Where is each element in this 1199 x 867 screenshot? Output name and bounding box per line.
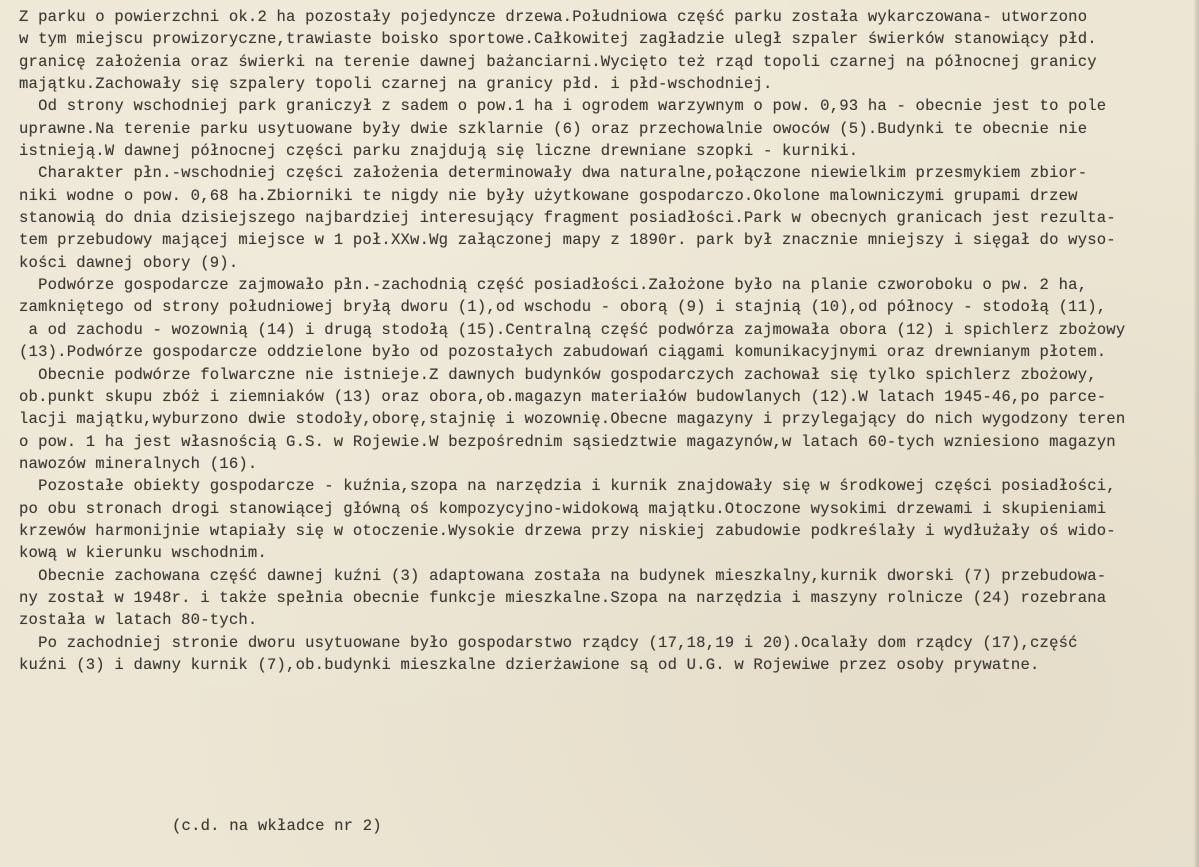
text-line: Pozostałe obiekty gospodarcze - kuźnia,szopa na narzędzia i kurnik znajdowały się w środkowej części posiadłości, (19, 477, 1116, 496)
text-line: Podwórze gospodarcze zajmowało płn.-zachodnią część posiadłości.Założone było na planie czworoboku o pw. 2 ha, (19, 276, 1088, 295)
text-line: lacji majątku,wyburzono dwie stodoły,oborę,stajnię i wozownię.Obecne magazyny i przylegający do nich wygodzony teren (19, 410, 1126, 429)
text-line: granicę założenia oraz świerki na terenie dawnej bażanciarni.Wycięto też rząd topoli czarnej na północnej granicy (19, 52, 1097, 71)
page-edge-shadow (1193, 0, 1199, 867)
text-line: niki wodne o pow. 0,68 ha.Zbiorniki te nigdy nie były użytkowane gospodarczo.Okolone malowniczymi grupami drzew (19, 186, 1078, 205)
text-line: Charakter płn.-wschodniej części założenia determinowały dwa naturalne,połączone niewielkim przesmykiem zbior- (19, 164, 1088, 183)
text-line: Z parku o powierzchni ok.2 ha pozostały pojedyncze drzewa.Południowa część parku została wykarczowana- utworzono (19, 8, 1088, 26)
text-line: nawozów mineralnych (16). (19, 454, 258, 473)
text-line: krzewów harmonijnie wtapiały się w otoczenie.Wysokie drzewa przy niskiej zabudowie podkreślały i wydłużały oś wido- (19, 521, 1116, 540)
continuation-note: (c.d. na wkładce nr 2) (172, 817, 382, 835)
text-line: Od strony wschodniej park graniczył z sadem o pow.1 ha i ogrodem warzywnym o pow. 0,93 ha - obecnie jest to pole (19, 97, 1107, 116)
body-text (19, 6, 1199, 676)
text-line: (13).Podwórze gospodarcze oddzielone było od pozostałych zabudowań ciągami komunikacyjnymi oraz drewnianym płotem. (19, 343, 1107, 362)
text-line: kową w kierunku wschodnim. (19, 544, 267, 563)
text-line: zamkniętego od strony południowej bryłą dworu (1),od wschodu - oborą (9) i stajnią (10),od północy - stodołą (11), (19, 298, 1107, 317)
text-line: o pow. 1 ha jest własnością G.S. w Rojewie.W bezpośrednim sąsiedztwie magazynów,w latach 60-tych wzniesiono magazyn (19, 432, 1116, 451)
text-line: uprawne.Na terenie parku usytuowane były dwie szklarnie (6) oraz przechowalnie owoców (5).Budynki te obecnie nie (19, 119, 1088, 138)
text-line: kości dawnej obory (9). (19, 253, 239, 272)
text-line: stanowią do dnia dzisiejszego najbardziej interesujący fragment posiadłości.Park w obecnych granicach jest rezulta- (19, 209, 1116, 228)
text-line: ny został w 1948r. i także spełnia obecnie funkcje mieszkalne.Szopa na narzędzia i maszyny rolnicze (24) rozebrana (19, 588, 1107, 607)
text-line: została w latach 80-tych. (19, 611, 258, 630)
text-line: ob.punkt skupu zbóż i ziemniaków (13) oraz obora,ob.magazyn materiałów budowlanych (12).W latach 1945-46,po parce- (19, 387, 1107, 406)
text-line: Obecnie zachowana część dawnej kuźni (3) adaptowana została na budynek mieszkalny,kurnik dworski (7) przebudowa- (19, 566, 1107, 585)
text-line: w tym miejscu prowizoryczne,trawiaste boisko sportowe.Całkowitej zagładzie uległ szpaler świerków stanowiący płd. (19, 30, 1097, 49)
text-line: a od zachodu - wozownią (14) i drugą stodołą (15).Centralną część podwórza zajmowała obora (12) i spichlerz zbożowy (19, 320, 1126, 339)
text-line: majątku.Zachowały się szpalery topoli czarnej na granicy płd. i płd-wschodniej. (19, 75, 773, 94)
text-line: Po zachodniej stronie dworu usytuowane było gospodarstwo rządcy (17,18,19 i 20).Ocalały dom rządcy (17),część (19, 633, 1078, 652)
text-line: kuźni (3) i dawny kurnik (7),ob.budynki mieszkalne dzierżawione są od U.G. w Rojewiwe przez osoby prywatne. (19, 655, 1040, 674)
text-line: istnieją.W dawnej północnej części parku znajdują się liczne drewniane szopki - kurniki. (19, 142, 859, 161)
text-line: tem przebudowy mającej miejsce w 1 poł.XXw.Wg załączonej mapy z 1890r. park był znacznie mniejszy i sięgał do wyso- (19, 231, 1116, 250)
text-line: po obu stronach drogi stanowiącej główną oś kompozycyjno-widokową majątku.Otoczone wysokimi drzewami i skupieniami (19, 499, 1107, 518)
text-line: Obecnie podwórze folwarczne nie istnieje.Z dawnych budynków gospodarczych zachował się tylko spichlerz zbożowy, (19, 365, 1097, 384)
